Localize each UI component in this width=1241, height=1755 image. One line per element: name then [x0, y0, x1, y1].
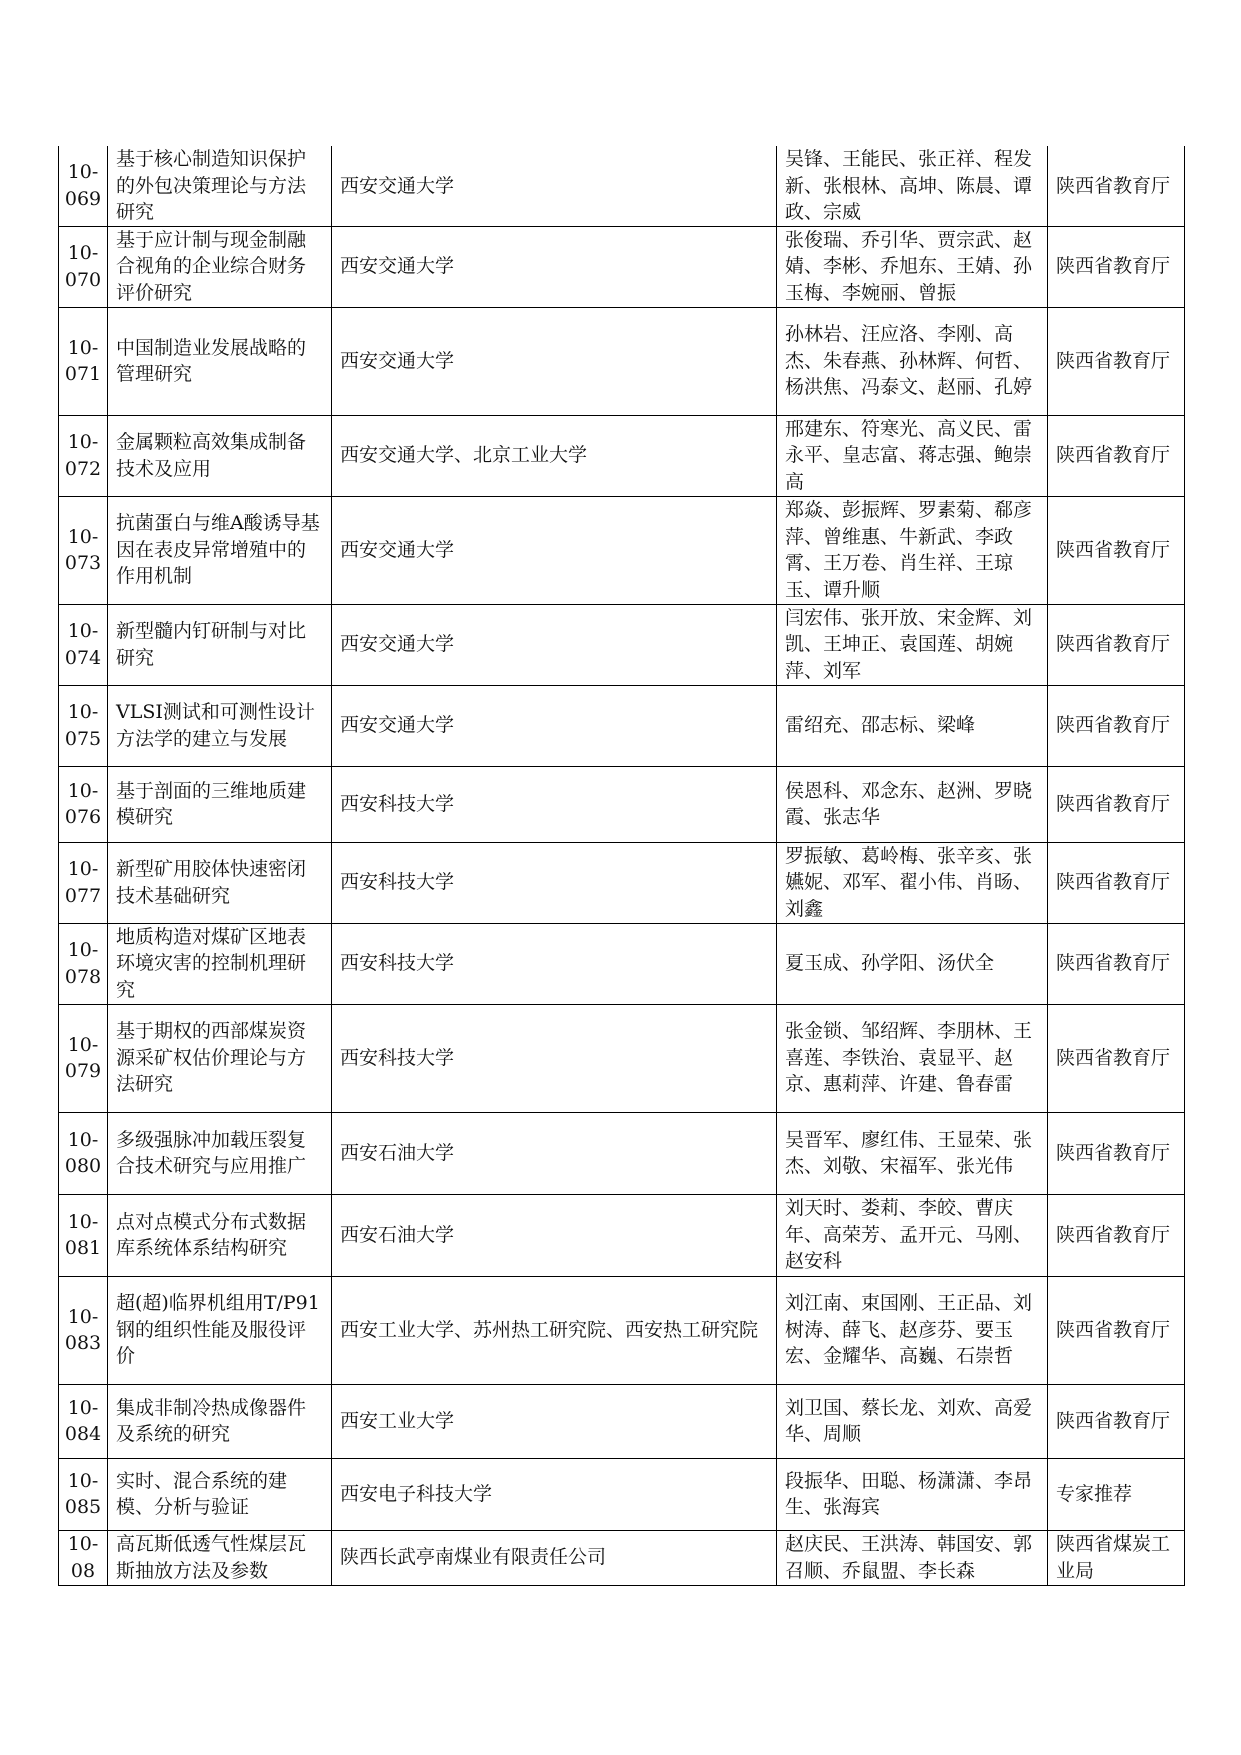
project-people: 刘天时、娄莉、李皎、曹庆年、高荣芳、孟开元、马刚、赵安科 [777, 1194, 1048, 1276]
project-id: 10-074 [59, 604, 108, 685]
project-recommender: 陕西省教育厅 [1048, 604, 1185, 685]
project-id: 10-077 [59, 842, 108, 923]
project-id: 10-081 [59, 1194, 108, 1276]
project-id: 10-069 [59, 146, 108, 226]
project-title: 基于剖面的三维地质建模研究 [108, 766, 332, 842]
project-recommender: 陕西省教育厅 [1048, 685, 1185, 766]
project-unit: 西安交通大学 [332, 604, 777, 685]
project-people: 罗振敏、葛岭梅、张辛亥、张嬿妮、邓军、翟小伟、肖旸、刘鑫 [777, 842, 1048, 923]
project-people: 吴锋、王能民、张正祥、程发新、张根林、高坤、陈晨、谭政、宗威 [777, 146, 1048, 226]
table-body [59, 146, 1185, 1585]
project-unit: 西安交通大学 [332, 685, 777, 766]
project-title: 基于核心制造知识保护的外包决策理论与方法研究 [108, 146, 332, 226]
project-recommender: 陕西省教育厅 [1048, 1194, 1185, 1276]
project-title: 高瓦斯低透气性煤层瓦斯抽放方法及参数 [108, 1530, 332, 1585]
project-recommender: 陕西省教育厅 [1048, 146, 1185, 226]
project-title: 地质构造对煤矿区地表环境灾害的控制机理研究 [108, 923, 332, 1004]
project-unit: 西安科技大学 [332, 842, 777, 923]
table-row [59, 1458, 1185, 1530]
awards-table [58, 146, 1185, 1586]
project-unit: 西安交通大学 [332, 146, 777, 226]
project-id: 10-075 [59, 685, 108, 766]
project-people: 张俊瑞、乔引华、贾宗武、赵婧、李彬、乔旭东、王婧、孙玉梅、李婉丽、曾振 [777, 226, 1048, 307]
project-title: 新型矿用胶体快速密闭技术基础研究 [108, 842, 332, 923]
project-recommender: 陕西省教育厅 [1048, 1276, 1185, 1384]
project-id: 10-070 [59, 226, 108, 307]
project-title: 多级强脉冲加载压裂复合技术研究与应用推广 [108, 1112, 332, 1194]
project-recommender: 陕西省教育厅 [1048, 307, 1185, 415]
project-recommender: 陕西省教育厅 [1048, 1384, 1185, 1458]
project-people: 邢建东、符寒光、高义民、雷永平、皇志富、蒋志强、鲍崇高 [777, 415, 1048, 496]
table-row [59, 226, 1185, 307]
project-title: 中国制造业发展战略的管理研究 [108, 307, 332, 415]
project-recommender: 陕西省教育厅 [1048, 923, 1185, 1004]
table-row [59, 415, 1185, 496]
project-title: 集成非制冷热成像器件及系统的研究 [108, 1384, 332, 1458]
project-id: 10-079 [59, 1004, 108, 1112]
project-people: 孙林岩、汪应洛、李刚、高杰、朱春燕、孙林辉、何哲、杨洪焦、冯泰文、赵丽、孔婷 [777, 307, 1048, 415]
table-row [59, 685, 1185, 766]
project-recommender: 陕西省煤炭工业局 [1048, 1530, 1185, 1585]
project-id: 10-076 [59, 766, 108, 842]
project-unit: 西安科技大学 [332, 923, 777, 1004]
project-people: 赵庆民、王洪涛、韩国安、郭召顺、乔鼠盟、李长森 [777, 1530, 1048, 1585]
project-unit: 西安交通大学、北京工业大学 [332, 415, 777, 496]
project-recommender: 陕西省教育厅 [1048, 226, 1185, 307]
project-title: 实时、混合系统的建模、分析与验证 [108, 1458, 332, 1530]
project-id: 10-072 [59, 415, 108, 496]
project-title: 抗菌蛋白与维A酸诱导基因在表皮异常增殖中的作用机制 [108, 496, 332, 604]
project-id: 10-085 [59, 1458, 108, 1530]
project-id: 10-08 [59, 1530, 108, 1585]
table-row [59, 1384, 1185, 1458]
project-title: VLSI测试和可测性设计方法学的建立与发展 [108, 685, 332, 766]
project-people: 刘卫国、蔡长龙、刘欢、高爱华、周顺 [777, 1384, 1048, 1458]
project-title: 基于期权的西部煤炭资源采矿权估价理论与方法研究 [108, 1004, 332, 1112]
project-id: 10-078 [59, 923, 108, 1004]
project-title: 超(超)临界机组用T/P91钢的组织性能及服役评价 [108, 1276, 332, 1384]
project-recommender: 陕西省教育厅 [1048, 415, 1185, 496]
project-unit: 西安石油大学 [332, 1194, 777, 1276]
table-row [59, 1004, 1185, 1112]
table-row [59, 146, 1185, 226]
project-unit: 西安电子科技大学 [332, 1458, 777, 1530]
project-unit: 西安科技大学 [332, 766, 777, 842]
project-unit: 西安交通大学 [332, 307, 777, 415]
project-unit: 西安交通大学 [332, 496, 777, 604]
project-recommender: 陕西省教育厅 [1048, 766, 1185, 842]
table-row [59, 842, 1185, 923]
project-id: 10-071 [59, 307, 108, 415]
project-recommender: 陕西省教育厅 [1048, 1004, 1185, 1112]
project-people: 刘江南、束国刚、王正品、刘树涛、薛飞、赵彦芬、要玉宏、金耀华、高巍、石崇哲 [777, 1276, 1048, 1384]
project-people: 雷绍充、邵志标、梁峰 [777, 685, 1048, 766]
project-unit: 陕西长武亭南煤业有限责任公司 [332, 1530, 777, 1585]
table-row [59, 496, 1185, 604]
table-row [59, 1194, 1185, 1276]
project-people: 夏玉成、孙学阳、汤伏全 [777, 923, 1048, 1004]
project-people: 闫宏伟、张开放、宋金辉、刘凯、王坤正、袁国莲、胡婉萍、刘军 [777, 604, 1048, 685]
project-unit: 西安科技大学 [332, 1004, 777, 1112]
project-people: 吴晋军、廖红伟、王显荣、张杰、刘敬、宋福军、张光伟 [777, 1112, 1048, 1194]
project-recommender: 陕西省教育厅 [1048, 1112, 1185, 1194]
table-row [59, 1530, 1185, 1585]
project-recommender: 陕西省教育厅 [1048, 496, 1185, 604]
table-row [59, 766, 1185, 842]
project-title: 基于应计制与现金制融合视角的企业综合财务评价研究 [108, 226, 332, 307]
project-people: 段振华、田聪、杨潇潇、李昂生、张海宾 [777, 1458, 1048, 1530]
project-people: 张金锁、邹绍辉、李朋林、王喜莲、李铁治、袁显平、赵京、惠莉萍、许建、鲁春雷 [777, 1004, 1048, 1112]
project-recommender: 陕西省教育厅 [1048, 842, 1185, 923]
project-id: 10-084 [59, 1384, 108, 1458]
project-unit: 西安工业大学、苏州热工研究院、西安热工研究院 [332, 1276, 777, 1384]
project-unit: 西安工业大学 [332, 1384, 777, 1458]
project-recommender: 专家推荐 [1048, 1458, 1185, 1530]
project-people: 郑焱、彭振辉、罗素菊、郗彦萍、曾维惠、牛新武、李政霄、王万卷、肖生祥、王琼玉、谭升顺 [777, 496, 1048, 604]
project-title: 金属颗粒高效集成制备技术及应用 [108, 415, 332, 496]
project-id: 10-080 [59, 1112, 108, 1194]
table-row [59, 923, 1185, 1004]
project-id: 10-073 [59, 496, 108, 604]
project-unit: 西安交通大学 [332, 226, 777, 307]
project-unit: 西安石油大学 [332, 1112, 777, 1194]
project-id: 10-083 [59, 1276, 108, 1384]
table-row [59, 307, 1185, 415]
table-row [59, 604, 1185, 685]
project-title: 点对点模式分布式数据库系统体系结构研究 [108, 1194, 332, 1276]
project-title: 新型髓内钉研制与对比研究 [108, 604, 332, 685]
project-people: 侯恩科、邓念东、赵洲、罗晓霞、张志华 [777, 766, 1048, 842]
table-row [59, 1276, 1185, 1384]
table-row [59, 1112, 1185, 1194]
